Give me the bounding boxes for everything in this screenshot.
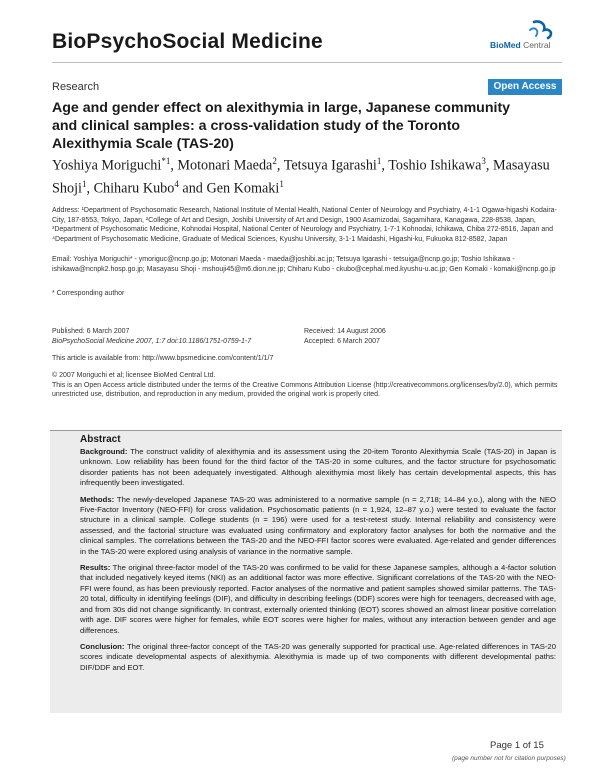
accepted-date: Accepted: 6 March 2007	[304, 337, 380, 345]
logo-text	[490, 40, 550, 50]
author-affiliation: 2	[272, 156, 277, 166]
article-title: Age and gender effect on alexithymia in large, Japanese community and clinical samples: a cross-validation study of the Toronto Alexithymia Scale (TAS-20)	[52, 100, 511, 152]
abstract-methods	[80, 495, 556, 557]
author-affiliation: 1	[81, 178, 87, 189]
author-name: Motonari Maeda	[177, 157, 273, 174]
author-name: Chiharu Kubo	[93, 180, 175, 197]
author-emails: Email: Yoshiya Moriguchi* - ymoriguc@ncnp.go.jp; Motonari Maeda - maeda@joshibi.ac.jp; Tetsuya Igarashi - tetsuiga@ncnp.go.jp; Toshio Ishikawa - ishikawa@ncnpk2.hosp.go.jp; Masayasu Shoji - mshouji45@m6.dion.ne.jp; Chiharu Kubo - ckubo@cephal.med.kyushu-u.ac.jp; Gen Komaki - komaki@ncnp.go.jp	[52, 256, 556, 273]
received-date: Received: 14 August 2006	[304, 328, 386, 335]
author-affiliation: 1	[279, 178, 284, 189]
results-text: The original three-factor model of the TAS-20 was confirmed to be valid for these Japanese samples, although a 4-factor solution that included negatively keyed items (NKI) as an additional factor was more effective. Significant correlations of the TAS-20 with the NEO-FFI were found, as has been previously reported. Factor analyses of the normative and patient samples showed similar patterns. The TAS-20 total, difficulty in identifying feelings (DIF), and difficulty in describing feelings (DDF) scores were high for teenagers, decreased with age, and from 30s did not change significantly. In contrast, externally oriented thinking (EOT) scores showed an almost linear positive correlation with age. DIF scores were higher for females, while EOT scores were higher for males, without any interaction between gender and age differences.	[80, 563, 556, 635]
abstract-conclusion	[80, 642, 556, 673]
author-affiliation: 3	[481, 156, 486, 166]
journal-title: BioPsychoSocial Medicine	[52, 30, 323, 53]
section-label: Research	[52, 81, 100, 93]
author-list: Yoshiya Moriguchi$^{*1}$, Motonari Maeda$^2$, Tetsuya Igarashi$^1$, Toshio Ishikawa$^3$, Masayasu Shoji$^1$, Chiharu Kubo$^4$ and Gen Komaki$^1$	[52, 156, 550, 197]
abstract-heading: Abstract	[80, 434, 121, 445]
license-text: This is an Open Access article distributed under the terms of the Creative Commons Attribution License (http://creativecommons.org/licenses/by/2.0), which permits unrestricted use, distribution, and reproduction in any medium, provided the original work is properly cited.	[52, 381, 558, 399]
background-text: The construct validity of alexithymia and its assessment using the 20-item Toronto Alexithymia Scale (TAS-20) in Japan is unknown. Low reliability has been found for the third factor of the TAS-20 in some cultures, and the factor structure for psychosomatic disorder patients has not been adequately investigated. Although alexithymia most likely has certain developmental aspects, this has infrequently been investigated.	[80, 447, 556, 488]
author-name: Masayasu Shoji	[52, 157, 550, 197]
methods-text: The newly-developed Japanese TAS-20 was administered to a normative sample (n = 2,718; 14–84 y.o.), along with the NEO Five-Factor Inventory (NEO-FFI) for cross validation. Psychosomatic patients (n = 1,924, 12–87 y.o.) were tested to evaluate the factor structure in a clinical sample. College students (n = 196) were used for a test-retest study. Internal reliability and consistency were assessed, and the factorial structure was evaluated using confirmatory and exploratory factor analyses for both the normative and the clinical samples. The correlations between the TAS-20 and the NEO-FFI factor scores were evaluated. Age-related and gender differences in the TAS-20 were explored using analysis of variance in the normative sample.	[80, 494, 556, 556]
logo-brand: BioMed	[490, 40, 521, 50]
published-date: Published: 6 March 2007	[52, 328, 130, 335]
availability-link[interactable]: This article is available from: http://www.bpsmedicine.com/content/1/1/7	[52, 355, 274, 362]
publication-info	[52, 327, 312, 346]
logo-suffix: Central	[520, 40, 551, 50]
abstract-results	[80, 563, 556, 636]
header-divider	[52, 62, 562, 63]
page-note: (page number not for citation purposes)	[452, 755, 566, 762]
abstract-body	[80, 447, 556, 679]
conclusion-text: The original three-factor concept of the TAS-20 was generally supported for practical use. Age-related differences in TAS-20 scores indicate developmental aspects of alexithymia. Alexithymia is made up of two components with different developmental paths: DIF/DDF and EOT.	[80, 641, 556, 672]
abstract-background	[80, 447, 556, 489]
citation: BioPsychoSocial Medicine 2007, 1:7 doi:10.1186/1751-0759-1-7	[52, 337, 252, 345]
author-name: Toshio Ishikawa	[388, 157, 482, 174]
background-label: Background:	[80, 447, 128, 456]
open-access-badge: Open Access	[488, 79, 562, 95]
results-label: Results:	[80, 563, 111, 573]
copyright-block	[52, 371, 560, 400]
page-number: Page 1 of 15	[490, 740, 544, 751]
abstract-divider	[50, 430, 562, 431]
author-name: Yoshiya Moriguchi	[52, 157, 162, 174]
author-affiliation: *1	[161, 156, 171, 166]
conclusion-label: Conclusion:	[80, 641, 125, 651]
author-affiliation: 1	[376, 156, 382, 166]
author-addresses: Address: ¹Department of Psychosomatic Research, National Institute of Mental Health, National Center of Neurology and Psychiatry, 4-1-1 Ogawa-higashi Kodaira-City, 187-8553, Tokyo, Japan, ²College of Art and Design, Joshibi University of Art and Design, 1900 Asamizodai, Sagamihara, Kanagawa, 228-8538, Japan, ³Department of Psychosomatic Medicine, Kohnodai Hospital, National Center of Neurology and Psychiatry, 1-7-1 Kohnodai, Ichikawa, Chiba 272-8516, Japan and ⁴Department of Psychosomatic Medicine, Graduate of Medical Sciences, Kyushu University, 3-1-1 Maidashi, Higashi-ku, Fukuoka 812-8582, Japan	[52, 207, 557, 243]
copyright-line: © 2007 Moriguchi et al; licensee BioMed Central Ltd.	[52, 372, 216, 379]
methods-label: Methods:	[80, 494, 115, 504]
author-name: Gen Komaki	[206, 180, 280, 197]
author-name: Tetsuya Igarashi	[283, 157, 377, 174]
dates-info	[304, 327, 504, 346]
author-affiliation: 4	[174, 178, 179, 189]
corresponding-author-note: * Corresponding author	[52, 290, 125, 297]
